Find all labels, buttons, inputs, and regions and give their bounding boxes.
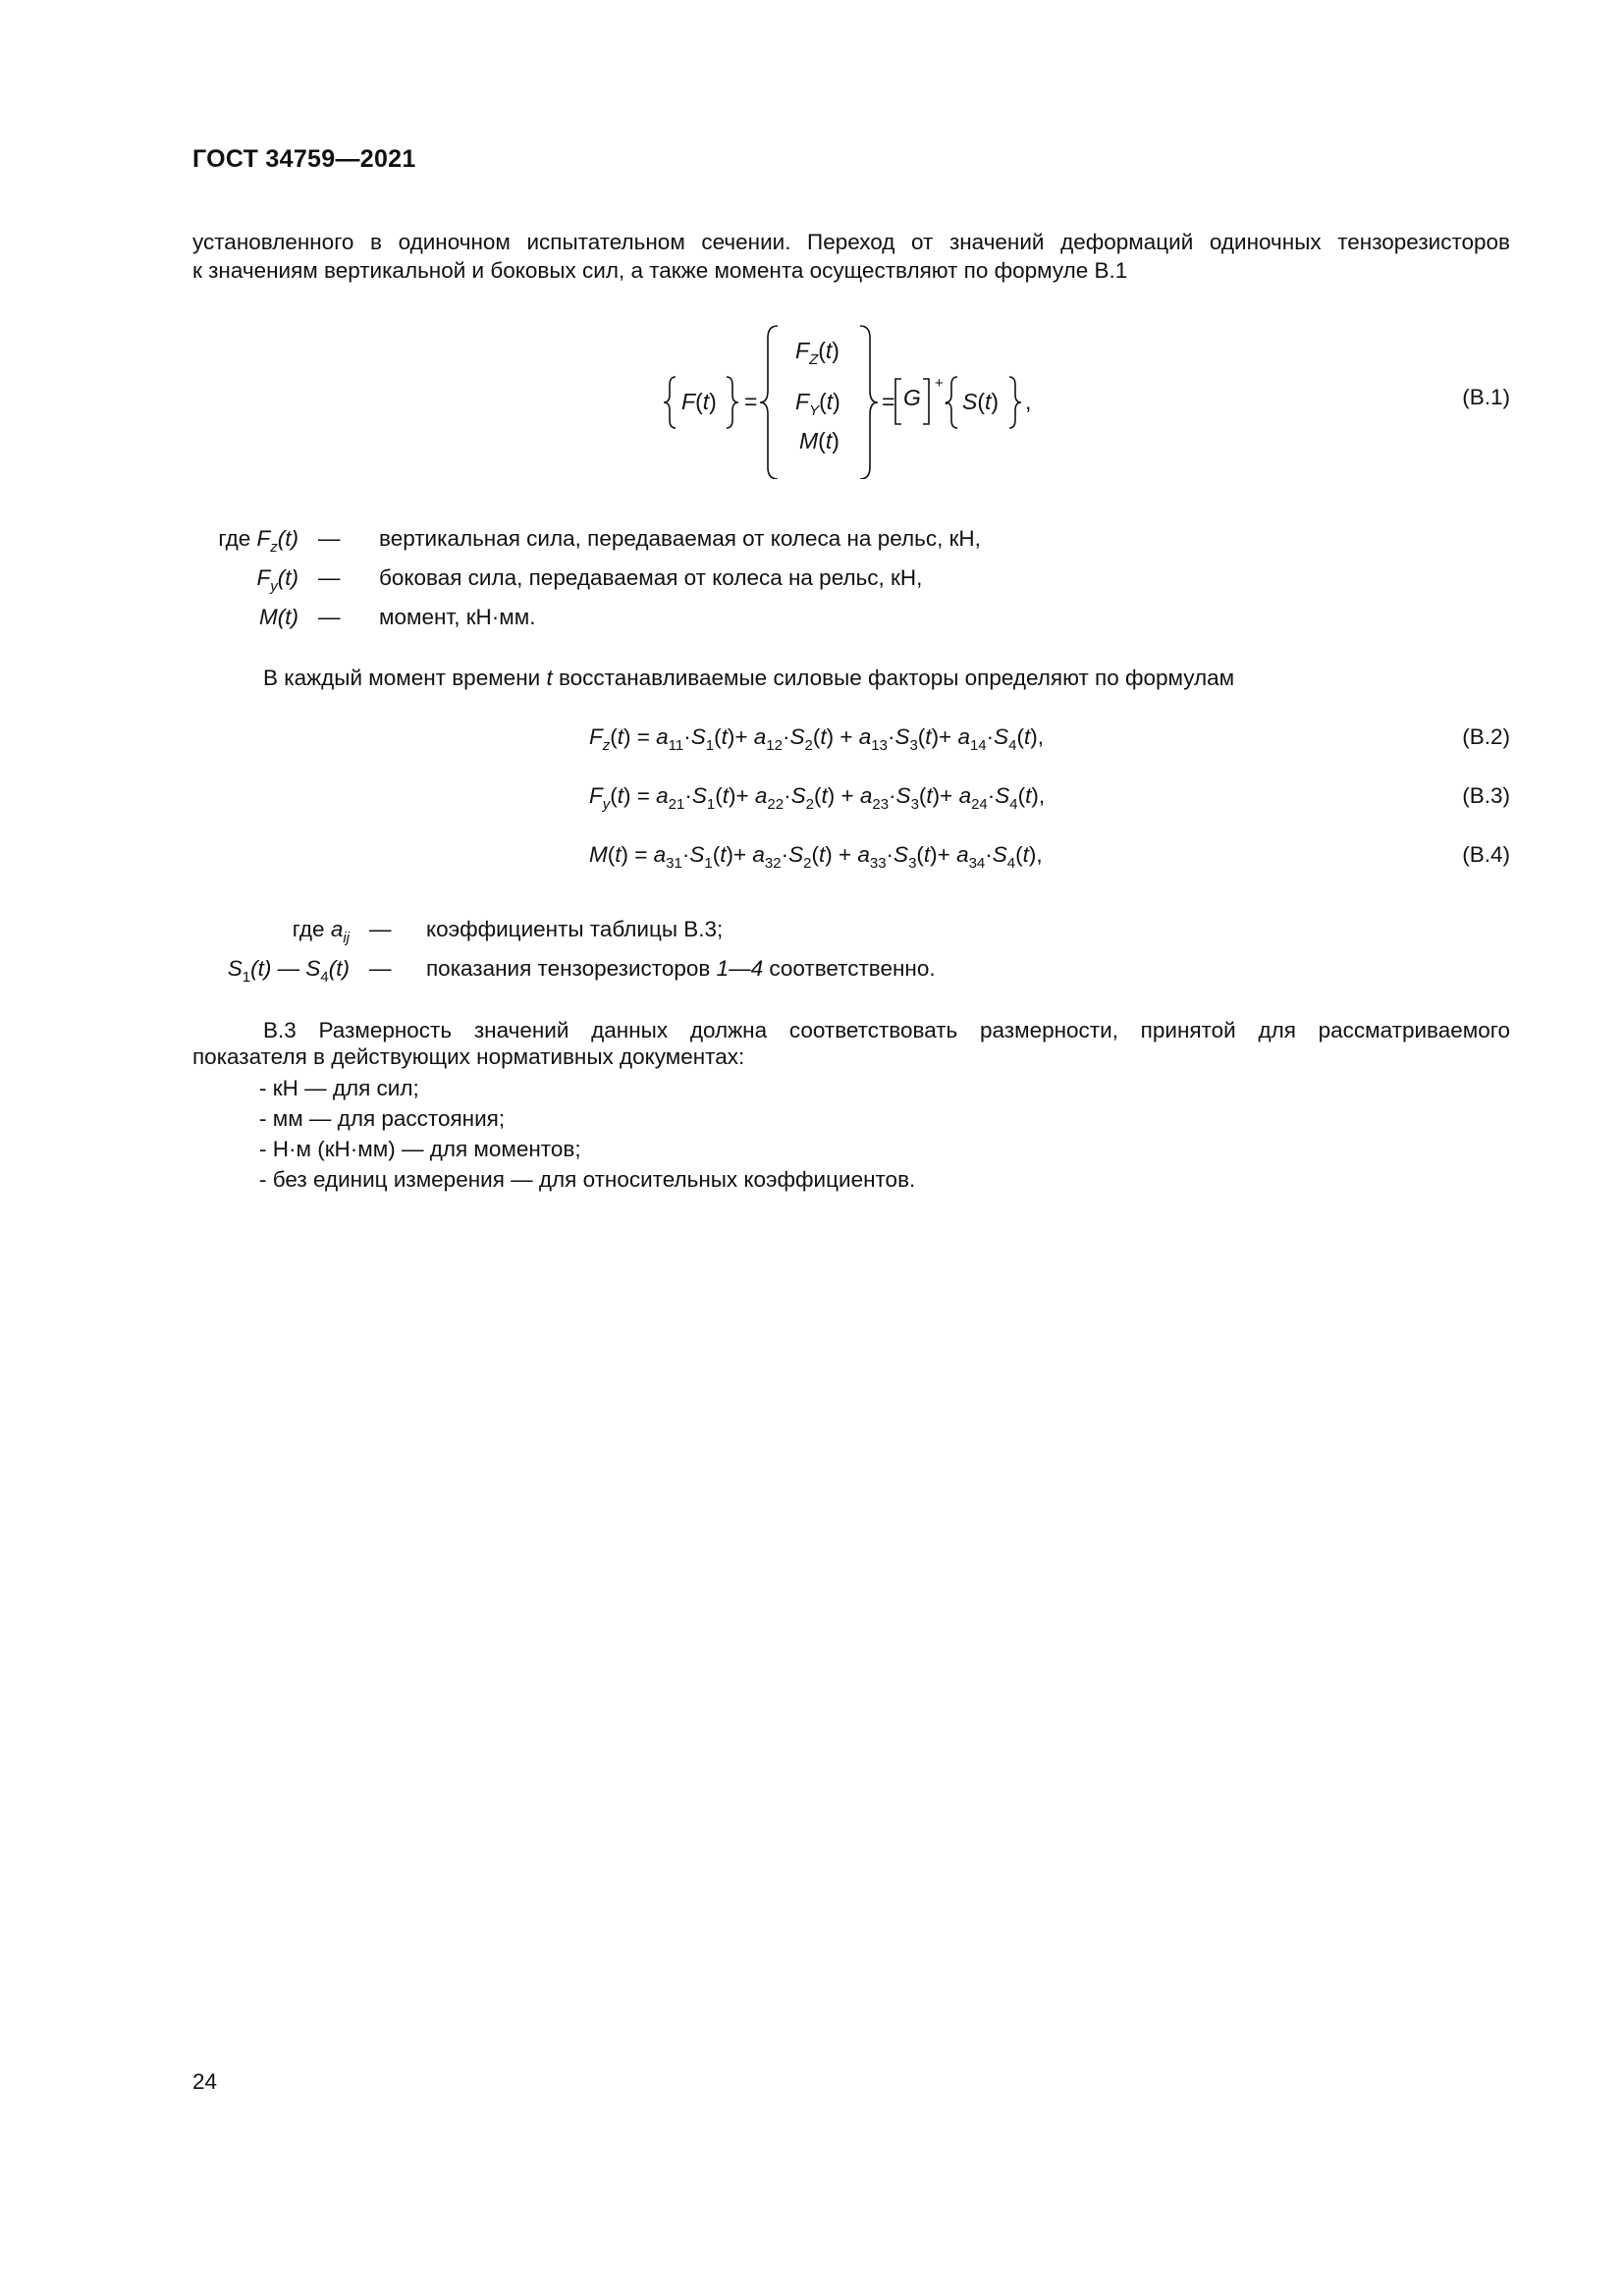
where2-dash-1: —	[369, 956, 392, 981]
arg: (t)	[277, 565, 298, 590]
where-prefix: где	[218, 526, 257, 551]
dot-operator: ·	[943, 389, 950, 414]
equals-sign-2: =	[882, 389, 895, 414]
s-var: t	[985, 389, 992, 414]
sub1: 1	[242, 969, 251, 986]
sym1: S	[227, 956, 243, 981]
equation-b1-braces	[658, 312, 1070, 479]
trailing-comma: ,	[1025, 389, 1032, 414]
where2-sym-1	[227, 956, 350, 986]
equation-b3-body: $F_y(t) = a_{21}\cdot S_1(t)+ a_{22}\cdot S_2(t) + a_{23}\cdot S_3(t)+ a_{24}\cdot S_4(t)$,	[589, 783, 1046, 813]
where1-dash-0: —	[318, 526, 341, 551]
vector-m: M(t)	[799, 428, 839, 454]
para2-before: В каждый момент времени	[263, 666, 547, 690]
where2-desc-0: коэффициенты таблицы В.3;	[426, 917, 724, 941]
fz-var: t	[825, 338, 833, 363]
equation-number-b4: (В.4)	[1462, 842, 1510, 867]
equation-b4-body: $M(t) = a_{31}\cdot S_1(t)+ a_{32}\cdot S_2(t) + a_{33}\cdot S_3(t)+ a_{34}\cdot S_4(t)$,	[589, 842, 1043, 872]
where1-sym-1	[256, 565, 299, 595]
units-list-item: - Н·м (кН·мм) — для моментов;	[259, 1137, 581, 1161]
eq-lhs: F	[589, 783, 603, 808]
intro-line-2: к значениям вертикальной и боковых сил, а также момента осуществляют по формуле В.1	[192, 258, 1128, 283]
units-list-item: - кН — для сил;	[259, 1076, 419, 1100]
document-header: ГОСТ 34759—2021	[192, 145, 416, 173]
formulas-intro-paragraph	[263, 666, 1234, 691]
equation-number-b1: (В.1)	[1462, 385, 1510, 409]
units-list-item: - без единиц измерения — для относительных коэффициентов.	[259, 1167, 916, 1192]
where1-desc-2: момент, кН·мм.	[379, 605, 536, 629]
m-symbol: M	[799, 428, 819, 454]
fz-sub: Z	[809, 351, 819, 368]
end: (t)	[328, 956, 350, 981]
equals-sign: =	[744, 389, 758, 414]
g-superscript: +	[935, 375, 944, 392]
mid: (t) —	[250, 956, 306, 981]
eq-lhs-sub: z	[602, 737, 611, 754]
equation-number-b3: (В.3)	[1462, 783, 1510, 808]
equation-b1-lhs: F(t)	[681, 389, 717, 414]
where1-sym-2	[259, 605, 298, 630]
eq-lhs: F	[589, 724, 603, 749]
para2-var: t	[546, 666, 553, 690]
section-b3-line-1: В.3 Размерность значений данных должна соответствовать размерности, принятой для рассматриваемого	[263, 1018, 1510, 1042]
matrix-g	[903, 385, 921, 411]
sym: M	[259, 605, 278, 629]
sym: a	[330, 917, 344, 941]
fz-symbol: F	[795, 338, 810, 363]
sub: ij	[343, 930, 350, 946]
where2-sym-0	[292, 917, 350, 946]
section-b3-line-2: показателя в действующих нормативных документах:	[192, 1044, 745, 1069]
desc-italic: 1—4	[716, 956, 764, 981]
where2-dash-0: —	[369, 917, 392, 941]
vector-fz: $F_Z(t)$	[795, 338, 839, 368]
where1-dash-1: —	[318, 565, 341, 590]
m-var: t	[825, 428, 833, 454]
where2-desc-1	[426, 956, 936, 982]
fy-var: t	[826, 389, 834, 414]
para2-after: восстанавливаемые силовые факторы определяют по формулам	[552, 666, 1235, 690]
sym2: S	[305, 956, 321, 981]
intro-line-1: установленного в одиночном испытательном сечении. Переход от значений деформаций одиночных тензорезисторов	[192, 230, 1510, 254]
eq-lhs-sub: y	[602, 796, 611, 813]
s-symbol: S	[962, 389, 978, 414]
vector-s: S(t)	[962, 389, 1000, 414]
desc-after: соответственно.	[763, 956, 936, 981]
arg: (t)	[277, 605, 298, 629]
vector-fy: $F_Y(t)$	[795, 389, 840, 419]
equation-b2-body: $F_z(t) = a_{11}\cdot S_1(t)+ a_{12}\cdot S_2(t) + a_{13}\cdot S_3(t)+ a_{14}\cdot S_4(t)$,	[589, 724, 1045, 754]
where1-dash-2: —	[318, 605, 341, 629]
g-symbol: G	[903, 385, 921, 410]
arg: (t)	[277, 526, 298, 551]
lhs-var: t	[702, 389, 710, 414]
sub2: 4	[320, 969, 329, 986]
where1-desc-1: боковая сила, передаваемая от колеса на рельс, кН,	[379, 565, 923, 590]
eq-lhs: M	[589, 842, 608, 867]
equation-number-b2: (В.2)	[1462, 724, 1510, 749]
units-list-item: - мм — для расстояния;	[259, 1106, 506, 1131]
where-prefix: где	[292, 917, 331, 941]
where1-sym-0	[218, 526, 298, 556]
lhs-symbol: F	[681, 389, 696, 414]
where1-desc-0: вертикальная сила, передаваемая от колеса на рельс, кН,	[379, 526, 981, 551]
page-number: 24	[192, 2069, 218, 2094]
sub: y	[270, 578, 278, 595]
sym: F	[256, 565, 271, 590]
desc-before: показания тензорезисторов	[426, 956, 717, 981]
fy-sub: Y	[809, 402, 820, 419]
sub: z	[270, 539, 278, 556]
sym: F	[256, 526, 271, 551]
fy-symbol: F	[795, 389, 810, 414]
